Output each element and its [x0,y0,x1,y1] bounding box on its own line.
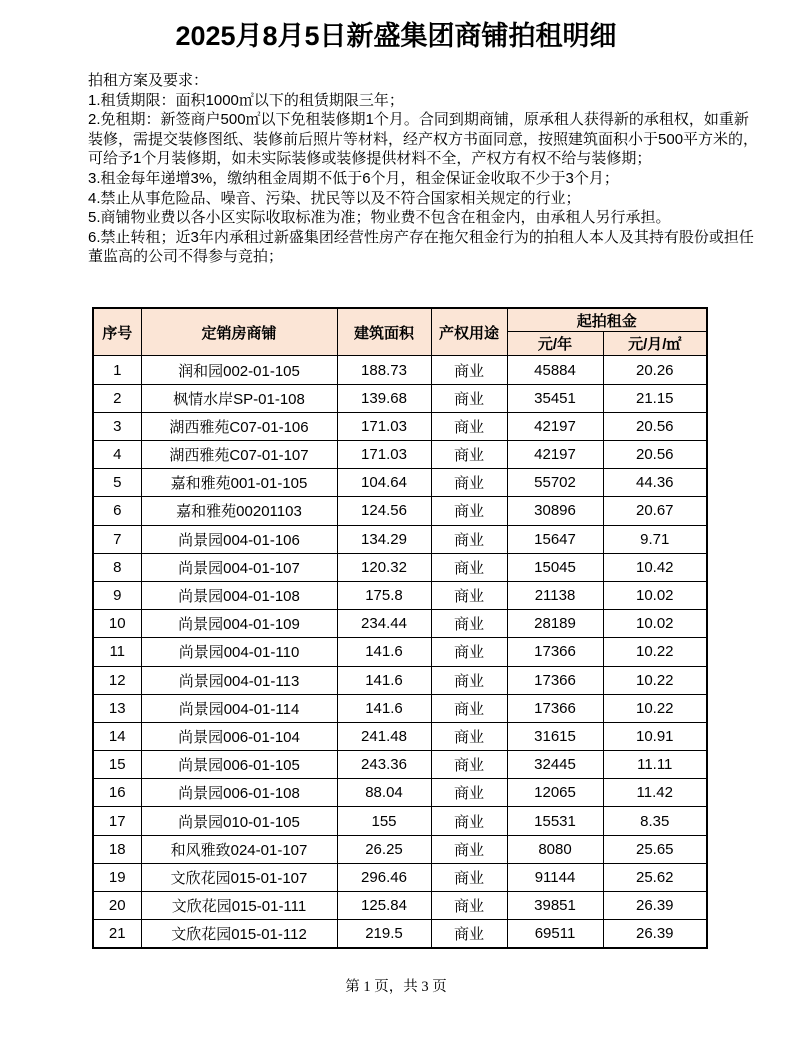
table-row [93,835,707,863]
table-row [93,666,707,694]
cell-rent-month: 26.39 [603,892,707,920]
cell-shop: 枫情水岸SP-01-108 [141,384,337,412]
cell-rent-year: 39851 [507,892,603,920]
table-row [93,356,707,384]
cell-rent-month: 20.26 [603,356,707,384]
cell-rent-month: 10.22 [603,638,707,666]
cell-area: 134.29 [337,525,431,553]
cell-no: 19 [93,863,141,891]
cell-shop: 尚景园004-01-106 [141,525,337,553]
cell-use: 商业 [431,356,507,384]
cell-area: 125.84 [337,892,431,920]
cell-rent-month: 44.36 [603,469,707,497]
page-footer: 第 1 页，共 3 页 [345,978,447,995]
column-header-no: 序号 [93,308,141,356]
requirements-line: 董监高的公司不得参与竞拍； [88,248,284,266]
cell-use: 商业 [431,807,507,835]
cell-use: 商业 [431,751,507,779]
table-row [93,497,707,525]
table-row [93,384,707,412]
cell-shop: 文欣花园015-01-107 [141,863,337,891]
cell-area: 139.68 [337,384,431,412]
cell-area: 188.73 [337,356,431,384]
cell-rent-year: 31615 [507,722,603,750]
cell-rent-year: 28189 [507,610,603,638]
requirements-line: 5.商铺物业费以各小区实际收取标准为准；物业费不包含在租金内，由承租人另行承担。 [88,209,671,227]
cell-no: 3 [93,412,141,440]
column-header-shop: 定销房商铺 [141,308,337,356]
cell-rent-month: 20.67 [603,497,707,525]
table-row [93,553,707,581]
table-row [93,412,707,440]
table-row [93,525,707,553]
cell-rent-month: 21.15 [603,384,707,412]
cell-area: 175.8 [337,581,431,609]
cell-area: 171.03 [337,412,431,440]
cell-no: 2 [93,384,141,412]
cell-use: 商业 [431,835,507,863]
cell-area: 243.36 [337,751,431,779]
table-row [93,751,707,779]
cell-area: 141.6 [337,638,431,666]
requirements-line: 可给予1个月装修期，如未实际装修或装修提供材料不全，产权方有权不给与装修期； [88,150,652,168]
cell-shop: 尚景园006-01-105 [141,751,337,779]
cell-use: 商业 [431,920,507,948]
table-body [93,356,707,948]
cell-shop: 和风雅致024-01-107 [141,835,337,863]
cell-use: 商业 [431,779,507,807]
cell-rent-month: 20.56 [603,441,707,469]
cell-shop: 文欣花园015-01-112 [141,920,337,948]
cell-rent-year: 15647 [507,525,603,553]
cell-no: 17 [93,807,141,835]
cell-no: 15 [93,751,141,779]
cell-use: 商业 [431,610,507,638]
page-title: 2025月8月5日新盛集团商铺拍租明细 [175,21,617,51]
table-row [93,638,707,666]
cell-area: 88.04 [337,779,431,807]
table-row [93,441,707,469]
cell-rent-month: 11.42 [603,779,707,807]
cell-rent-year: 17366 [507,694,603,722]
cell-rent-year: 15531 [507,807,603,835]
table-row [93,892,707,920]
cell-shop: 尚景园004-01-113 [141,666,337,694]
cell-rent-month: 8.35 [603,807,707,835]
table-row [93,722,707,750]
cell-rent-month: 20.56 [603,412,707,440]
table-header [93,308,707,356]
cell-rent-year: 35451 [507,384,603,412]
cell-rent-year: 30896 [507,497,603,525]
column-header-rent-group: 起拍租金 [507,308,707,332]
cell-no: 13 [93,694,141,722]
cell-no: 10 [93,610,141,638]
cell-shop: 嘉和雅苑00201103 [141,497,337,525]
cell-use: 商业 [431,581,507,609]
column-header-use: 产权用途 [431,308,507,356]
cell-area: 234.44 [337,610,431,638]
cell-shop: 尚景园004-01-114 [141,694,337,722]
cell-rent-year: 32445 [507,751,603,779]
cell-rent-year: 42197 [507,441,603,469]
cell-use: 商业 [431,553,507,581]
cell-use: 商业 [431,722,507,750]
cell-no: 5 [93,469,141,497]
cell-rent-year: 69511 [507,920,603,948]
cell-rent-year: 91144 [507,863,603,891]
table-row [93,694,707,722]
cell-area: 26.25 [337,835,431,863]
cell-rent-month: 10.02 [603,610,707,638]
cell-rent-year: 21138 [507,581,603,609]
cell-no: 20 [93,892,141,920]
table-row [93,469,707,497]
requirements-line: 3.租金每年递增3%，缴纳租金周期不低于6个月，租金保证金收取不少于3个月； [88,169,619,187]
requirements-line: 1.租赁期限：面积1000㎡以下的租赁期限三年； [88,91,404,109]
cell-no: 7 [93,525,141,553]
cell-rent-month: 9.71 [603,525,707,553]
cell-no: 14 [93,722,141,750]
cell-area: 296.46 [337,863,431,891]
cell-rent-year: 55702 [507,469,603,497]
cell-shop: 湖西雅苑C07-01-106 [141,412,337,440]
table-row [93,610,707,638]
cell-area: 124.56 [337,497,431,525]
cell-no: 9 [93,581,141,609]
cell-rent-month: 10.02 [603,581,707,609]
rental-table [92,307,708,949]
cell-rent-year: 15045 [507,553,603,581]
cell-use: 商业 [431,638,507,666]
table-row [93,920,707,948]
cell-rent-year: 42197 [507,412,603,440]
cell-rent-month: 10.22 [603,694,707,722]
requirements-line: 拍租方案及要求： [88,72,209,89]
cell-use: 商业 [431,441,507,469]
cell-shop: 尚景园004-01-107 [141,553,337,581]
table-row [93,779,707,807]
cell-use: 商业 [431,469,507,497]
column-header-rent-year: 元/年 [507,332,603,356]
cell-rent-month: 26.39 [603,920,707,948]
cell-no: 4 [93,441,141,469]
cell-area: 155 [337,807,431,835]
cell-shop: 尚景园004-01-108 [141,581,337,609]
requirements-line: 4.禁止从事危险品、噪音、污染、扰民等以及不符合国家相关规定的行业； [88,189,581,207]
cell-shop: 文欣花园015-01-111 [141,892,337,920]
cell-area: 104.64 [337,469,431,497]
cell-shop: 嘉和雅苑001-01-105 [141,469,337,497]
cell-no: 6 [93,497,141,525]
cell-no: 12 [93,666,141,694]
cell-rent-month: 10.42 [603,553,707,581]
cell-use: 商业 [431,412,507,440]
table-row [93,863,707,891]
cell-rent-month: 25.62 [603,863,707,891]
cell-shop: 润和园002-01-105 [141,356,337,384]
cell-use: 商业 [431,694,507,722]
table-row [93,581,707,609]
cell-area: 141.6 [337,666,431,694]
cell-use: 商业 [431,863,507,891]
cell-use: 商业 [431,497,507,525]
cell-rent-month: 25.65 [603,835,707,863]
cell-use: 商业 [431,892,507,920]
requirements-line: 6.禁止转租；近3年内承租过新盛集团经营性房产存在拖欠租金行为的拍租人本人及其持有股份或担任 [88,228,754,246]
cell-area: 120.32 [337,553,431,581]
table-row [93,807,707,835]
cell-no: 16 [93,779,141,807]
cell-rent-year: 17366 [507,666,603,694]
cell-area: 141.6 [337,694,431,722]
cell-rent-year: 17366 [507,638,603,666]
cell-area: 241.48 [337,722,431,750]
cell-area: 219.5 [337,920,431,948]
cell-use: 商业 [431,666,507,694]
cell-shop: 尚景园006-01-108 [141,779,337,807]
cell-rent-month: 10.91 [603,722,707,750]
cell-use: 商业 [431,525,507,553]
cell-no: 8 [93,553,141,581]
cell-shop: 尚景园010-01-105 [141,807,337,835]
requirements-block [88,71,759,267]
cell-shop: 尚景园004-01-109 [141,610,337,638]
cell-no: 21 [93,920,141,948]
cell-no: 1 [93,356,141,384]
column-header-rent-month: 元/月/㎡ [603,332,707,356]
cell-rent-year: 8080 [507,835,603,863]
cell-shop: 湖西雅苑C07-01-107 [141,441,337,469]
requirements-line: 2.免租期：新签商户500㎡以下免租装修期1个月。合同到期商铺，原承租人获得新的承租权，如重新 [88,111,749,129]
cell-rent-year: 12065 [507,779,603,807]
column-header-area: 建筑面积 [337,308,431,356]
cell-shop: 尚景园006-01-104 [141,722,337,750]
cell-use: 商业 [431,384,507,412]
cell-no: 18 [93,835,141,863]
cell-rent-month: 10.22 [603,666,707,694]
requirements-line: 装修，需提交装修图纸、装修前后照片等材料，经产权方书面同意，按照建筑面积小于500平方米的， [88,130,759,148]
cell-rent-month: 11.11 [603,751,707,779]
cell-no: 11 [93,638,141,666]
cell-shop: 尚景园004-01-110 [141,638,337,666]
cell-rent-year: 45884 [507,356,603,384]
cell-area: 171.03 [337,441,431,469]
